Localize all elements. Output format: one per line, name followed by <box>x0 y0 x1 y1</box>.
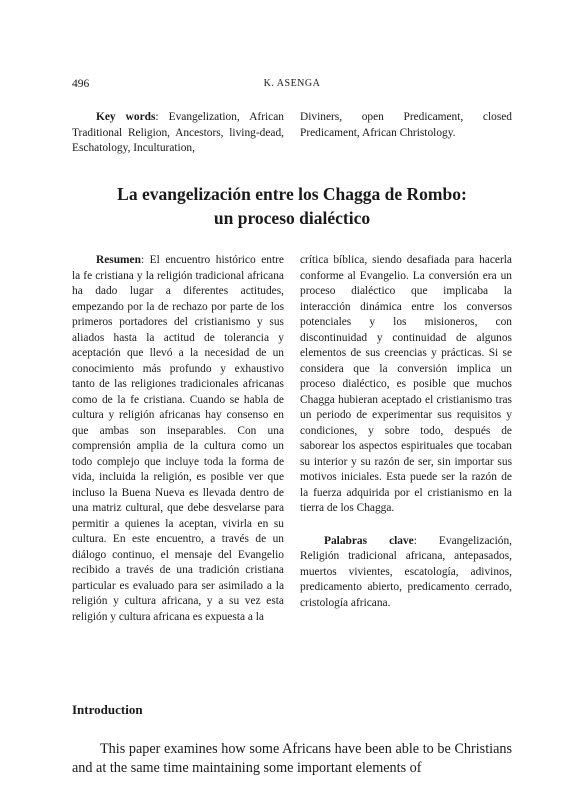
resumen-label: Resumen <box>96 254 141 266</box>
resumen-text-left: : El encuentro histórico entre la fe cristiana y la religión tradicional africana ha dado lugar a diferentes actitudes, empezando por la de rechazo por parte de los primeros portadores del cristianismo y sus aliados hasta la actitud de tolerancia y aceptación que llevó a la necesidad de un conocimiento más profundo y exhaustivo tanto de las religiones tradicionales africanas como de la fe cristiana. Cuando se habla de cultura y religión africanas hay consenso en que ambas son inseparables. Con una comprensión amplia de la cultura como un todo complejo que incluye toda la forma de vida, incluida la religión, es posible ver que incluso la Buena Nueva es llevada dentro de una matriz cultural, que debe desvelarse para permitir a quienes la aceptan, vivirla en su cultura. En este encuentro, a través de un diálogo continuo, el mensaje del Evangelio recibido a través de una tradición cristiana particular es evaluado para ser asimilado a la religión y cultura africana, y a su vez esta religión y cultura africana es expuesta a la <box>72 254 284 623</box>
page-header <box>72 78 512 92</box>
resumen-text-right: crítica bíblica, siendo desafiada para hacerla conforme al Evangelio. La conversión era un proceso dialéctico que implicaba la interacción dinámica entre los conversos potenciales y los misioneros, con discontinuidad y continuidad de algunos elementos de sus creencias y prácticas. Si se considera que la conversión implica un proceso dialéctico, es posible que muchos Chagga hubieran aceptado el cristianismo tras un periodo de experimentar sus requisitos y condiciones, y sobre todo, después de saborear los aspectos espirituales que tocaban su interior y su razón de ser, sin importar sus motivos iniciales. Esta puede ser la razón de la fuerza adquirida por el cristianismo en la tierra de los Chagga. <box>300 254 512 514</box>
keywords-column-left <box>72 110 284 157</box>
keywords-label: Key words <box>96 111 156 123</box>
resumen-column-left <box>72 253 284 625</box>
palabras-clave-label: Palabras clave <box>324 534 414 547</box>
keywords-text-left: : Evangelization, African Traditional Religion, Ancestors, living-dead, Eschatology, Inculturation, <box>72 111 284 154</box>
keywords-text-right: Diviners, open Predicament, closed Predicament, African Christology. <box>300 111 512 139</box>
title-line-2: un proceso dialéctico <box>213 208 371 228</box>
section-heading-introduction: Introduction <box>72 702 143 717</box>
running-head: K. ASENGA <box>263 78 321 89</box>
introduction-paragraph: This paper examines how some Africans have been able to be Christians and at the same time maintaining some important elements of <box>72 741 512 776</box>
article-title <box>72 182 512 230</box>
palabras-clave <box>300 534 512 612</box>
title-line-1: La evangelización entre los Chagga de Rombo: <box>117 184 467 204</box>
palabras-clave-text: : Evangelización, Religión tradicional africana, antepasados, muertos vivientes, escatología, adivinos, predicamento abierto, predicamento cerrado, cristología africana. <box>300 534 512 609</box>
resumen-column-right <box>300 253 512 611</box>
page-number: 496 <box>72 78 90 90</box>
keywords-column-right <box>300 110 512 141</box>
